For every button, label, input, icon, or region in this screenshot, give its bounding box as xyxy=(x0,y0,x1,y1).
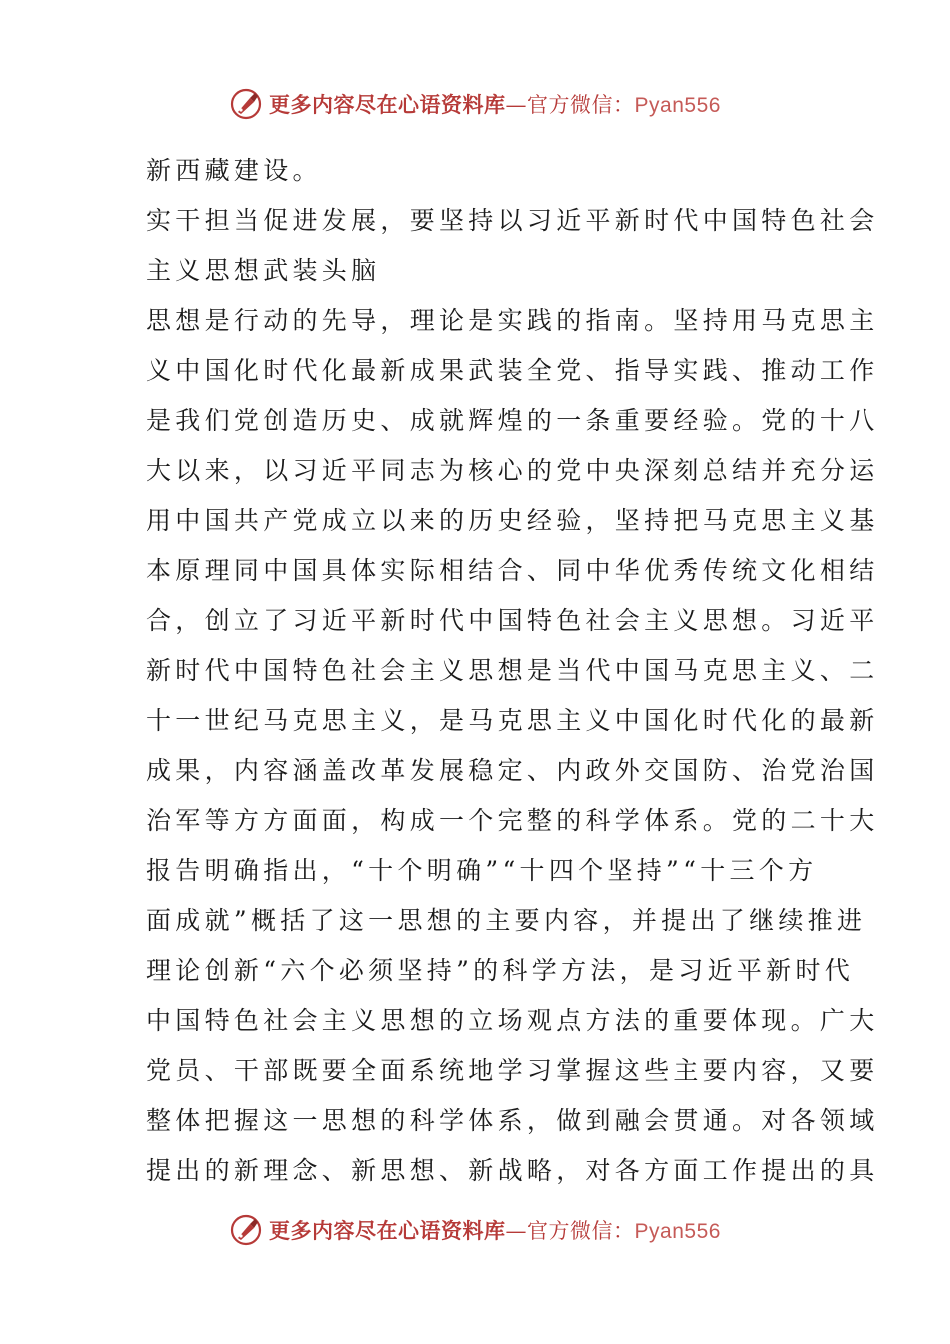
header-watermark-inner xyxy=(229,87,721,121)
footer-watermark-text xyxy=(269,1215,721,1245)
footer-watermark xyxy=(0,1210,950,1250)
body-line: 新西藏建设。 xyxy=(146,156,322,185)
document-body xyxy=(146,146,879,1196)
body-line: 思想是行动的先导，理论是实践的指南。坚持用马克思主 xyxy=(146,306,879,335)
section-heading-line: 实干担当促进发展，要坚持以习近平新时代中国特色社会 xyxy=(146,206,879,235)
header-watermark-text xyxy=(269,89,721,119)
watermark-separator: — xyxy=(505,1219,528,1243)
watermark-wechat-id: Pyan556 xyxy=(634,1220,721,1243)
body-line: 合，创立了习近平新时代中国特色社会主义思想。习近平 xyxy=(146,606,879,635)
body-line: 十一世纪马克思主义，是马克思主义中国化时代化的最新 xyxy=(146,706,879,735)
watermark-brand: 更多内容尽在心语资料库 xyxy=(269,1218,506,1243)
pen-nib-logo-icon xyxy=(229,1213,263,1247)
body-line: 成果，内容涵盖改革发展稳定、内政外交国防、治党治国 xyxy=(146,756,879,785)
section-heading-line: 主义思想武装头脑 xyxy=(146,256,381,285)
body-line: 面成就”概括了这一思想的主要内容，并提出了继续推进 xyxy=(146,906,867,935)
body-line: 治军等方方面面，构成一个完整的科学体系。党的二十大 xyxy=(146,806,879,835)
body-line: 报告明确指出，“十个明确”“十四个坚持”“十三个方 xyxy=(146,856,818,885)
watermark-official-label: 官方微信： xyxy=(527,93,635,117)
body-line: 大以来，以习近平同志为核心的党中央深刻总结并充分运 xyxy=(146,456,879,485)
body-line: 义中国化时代化最新成果武装全党、指导实践、推动工作 xyxy=(146,356,879,385)
body-line: 理论创新“六个必须坚持”的科学方法，是习近平新时代 xyxy=(146,956,855,985)
watermark-separator: — xyxy=(505,93,528,117)
pen-nib-logo-icon xyxy=(229,87,263,121)
footer-watermark-inner xyxy=(229,1213,721,1247)
watermark-brand: 更多内容尽在心语资料库 xyxy=(269,92,506,117)
body-line: 新时代中国特色社会主义思想是当代中国马克思主义、二 xyxy=(146,656,879,685)
body-line: 是我们党创造历史、成就辉煌的一条重要经验。党的十八 xyxy=(146,406,879,435)
header-watermark xyxy=(0,84,950,124)
body-line: 提出的新理念、新思想、新战略，对各方面工作提出的具 xyxy=(146,1156,879,1185)
watermark-official-label: 官方微信： xyxy=(527,1219,635,1243)
watermark-wechat-id: Pyan556 xyxy=(634,94,721,117)
body-line: 中国特色社会主义思想的立场观点方法的重要体现。广大 xyxy=(146,1006,879,1035)
body-line: 本原理同中国具体实际相结合、同中华优秀传统文化相结 xyxy=(146,556,879,585)
body-line: 党员、干部既要全面系统地学习掌握这些主要内容，又要 xyxy=(146,1056,879,1085)
body-line: 整体把握这一思想的科学体系，做到融会贯通。对各领域 xyxy=(146,1106,879,1135)
body-line: 用中国共产党成立以来的历史经验，坚持把马克思主义基 xyxy=(146,506,879,535)
